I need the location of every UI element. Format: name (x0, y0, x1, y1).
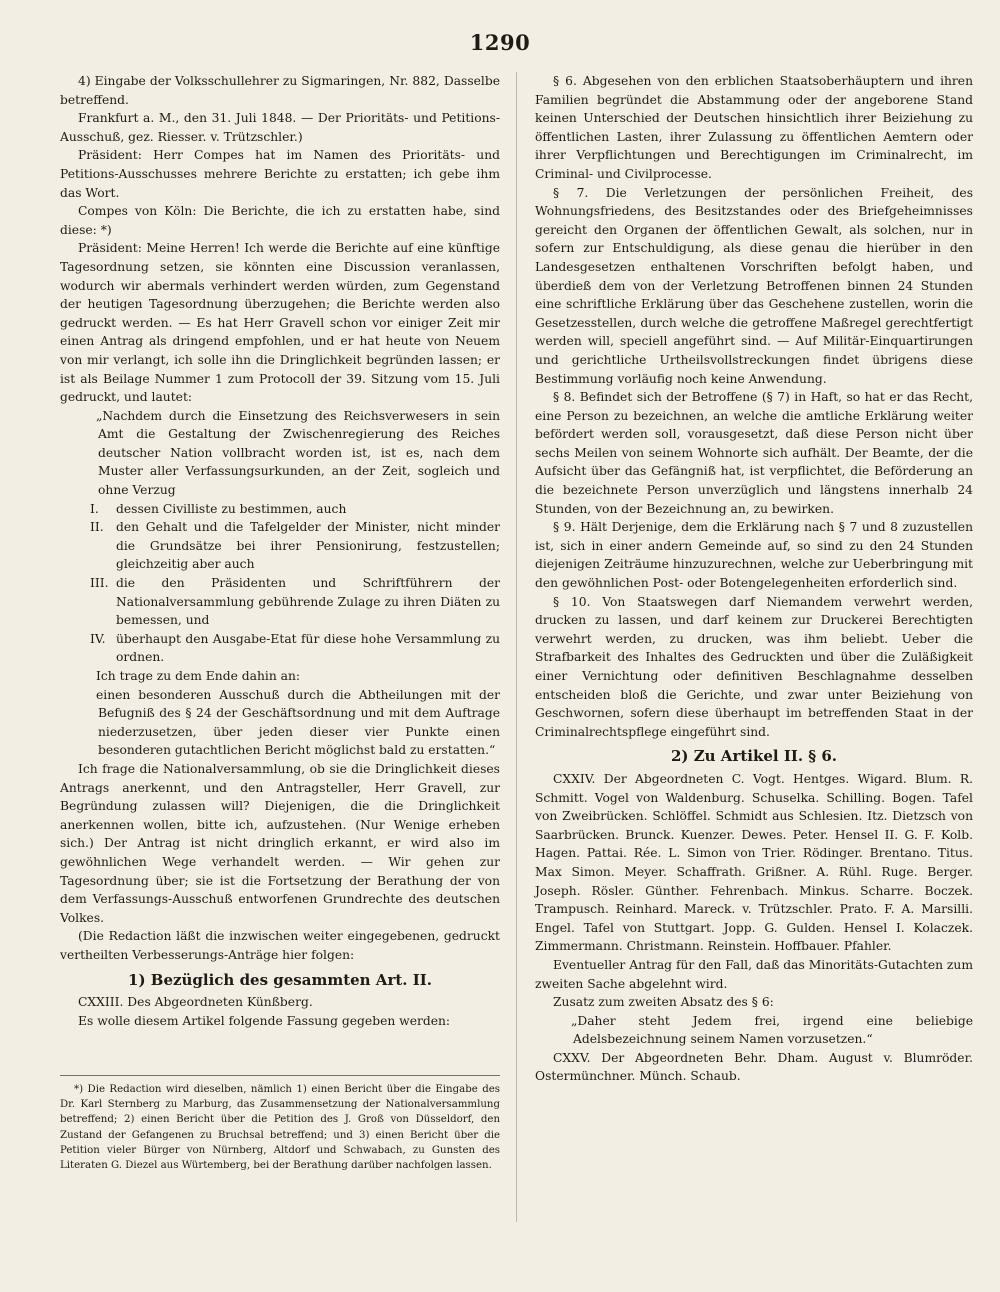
footnote-area (60, 1075, 500, 1173)
paragraph: CXXIII. Des Abgeordneten Künßberg. (78, 995, 313, 1010)
enumerated-item (60, 630, 500, 667)
paragraph: CXXIV. Der Abgeordneten C. Vogt. Hentges. Wigard. Blum. R. Schmitt. Vogel von Waldenburg. Schuselka. Schilling. Bogen. Tafel von Zweibrücken. Schlöffel. Schmidt aus Schlesien. Itz. Dietzsch von Saarbrücken. Brunck. Kuenzer. Dewes. Peter. Hensel II. G. F. Kolb. Hagen. Pattai. Rée. L. Simon von Trier. Rödinger. Brentano. Titus. Max Simon. Meyer. Schaffrath. Grißner. A. Rühl. Ruge. Berger. Joseph. Rösler. Günther. Fehrenbach. Minkus. Scharre. Boczek. Trampusch. Reinhard. Mareck. v. Trützschler. Prato. F. A. Marsilli. Engel. Tafel von Stuttgart. Jopp. G. Gulden. Hensel I. Kolaczek. Zimmermann. Christmann. Reinstein. Hoffbauer. Pfahler. (535, 771, 973, 954)
paragraph: Frankfurt a. M., den 31. Juli 1848. — Der Prioritäts- und Petitions-Ausschuß, gez. Riesser. v. Trützschler.) (60, 111, 500, 144)
enumerated-item (60, 518, 500, 574)
item-text: überhaupt den Ausgabe-Etat für diese hohe Versammlung zu ordnen. (116, 631, 500, 665)
paragraph: Compes von Köln: Die Berichte, die ich zu erstatten habe, sind diese: *) (60, 204, 500, 237)
enumerated-item (60, 500, 500, 519)
item-numeral: IV. (90, 631, 106, 646)
quoted-paragraph: „Nachdem durch die Einsetzung des Reichsverwesers in sein Amt die Gestaltung der Zwischenregierung des Reiches deutscher Nation vollbracht worden ist, ist es, nach dem Muster aller Verfassungsurkunden, an der Zeit, sogleich und ohne Verzug (96, 408, 500, 498)
paragraph: Präsident: Meine Herren! Ich werde die Berichte auf eine künftige Tagesordnung setzen, sie könnten eine Discussion veranlassen, wodurch wir abermals verhindert werden würden, zum Gegenstand der heutigen Tagesordnung überzugehen; die Berichte werden also gedruckt werden. — Es hat Herr Gravell schon vor einiger Zeit mir einen Antrag als dringend empfohlen, und er hat heute von Neuem von mir verlangt, ich solle ihn die Dringlichkeit begründen lassen; er ist als Beilage Nummer 1 zum Protocoll der 39. Sitzung vom 15. Juli gedruckt, und lautet: (60, 241, 500, 405)
item-text: die den Präsidenten und Schriftführern der Nationalversammlung gebührende Zulage zu ihren Diäten zu bemessen, und (116, 576, 500, 628)
item-text: dessen Civilliste zu bestimmen, auch (116, 501, 347, 516)
paragraph: Präsident: Herr Compes hat im Namen des Prioritäts- und Petitions-Ausschusses mehrere Berichte zu erstatten; ich gebe ihm das Wort. (60, 148, 500, 200)
item-numeral: I. (90, 501, 99, 516)
paragraph: Ich frage die Nationalversammlung, ob sie die Dringlichkeit dieses Antrags anerkennt, und den Antragsteller, Herr Gravell, zur Begründung zulassen will? Diejenigen, die die Dringlichkeit anerkennen wollen, bitte ich, aufzustehen. (Nur Wenige erheben sich.) Der Antrag ist nicht dringlich erkannt, er wird also im gewöhnlichen Wege verhandelt werden. — Wir gehen zur Tagesordnung über; sie ist die Fortsetzung der Berathung der von dem Verfassungs-Ausschuß entworfenen Grundrechte des deutschen Volkes. (60, 761, 500, 925)
paragraph: 4) Eingabe der Volksschullehrer zu Sigmaringen, Nr. 882, Dasselbe betreffend. (60, 74, 500, 107)
paragraph: Zusatz zum zweiten Absatz des § 6: (553, 995, 774, 1010)
item-numeral: II. (90, 520, 104, 535)
right-column (535, 72, 973, 1086)
paragraph: Es wolle diesem Artikel folgende Fassung gegeben werden: (78, 1013, 451, 1028)
quoted-paragraph: einen besonderen Ausschuß durch die Abtheilungen mit der Befugniß des § 24 der Geschäftsordnung und mit dem Auftrage niederzusetzen, über jeden dieser vier Punkte einen besonderen gutachtlichen Bericht möglichst bald zu erstatten.“ (96, 687, 500, 758)
paragraph: (Die Redaction läßt die inzwischen weiter eingegebenen, gedruckt vertheilten Verbesserungs-Anträge hier folgen: (60, 929, 500, 962)
paragraph: § 9. Hält Derjenige, dem die Erklärung nach § 7 und 8 zuzustellen ist, sich in einer andern Gemeinde auf, so sind zu den 24 Stunden diejenigen Zeiträume hinzuzurechnen, welche zur Ueberbringung mit den gewöhnlichen Post- oder Botengelegenheiten erforderlich sind. (535, 520, 973, 591)
item-text: den Gehalt und die Tafelgelder der Minister, nicht minder die Grundsätze bei ihrer Pensionirung, festzustellen; gleichzeitig aber auch (116, 520, 500, 572)
column-divider (516, 72, 517, 1222)
left-column (60, 72, 500, 1030)
item-numeral: III. (90, 576, 109, 591)
page-number: 1290 (469, 30, 531, 55)
paragraph: CXXV. Der Abgeordneten Behr. Dham. August v. Blumröder. Ostermünchner. Münch. Schaub. (535, 1050, 973, 1084)
paragraph: § 10. Von Staatswegen darf Niemandem verwehrt werden, drucken zu lassen, und darf keinem zur Druckerei Berechtigten verwehrt werden, zu drucken, was ihm beliebt. Ueber die Strafbarkeit des Inhaltes des Gedruckten und über die Zuläßigkeit einer Vernichtung oder definitiven Beschlagnahme desselben entscheiden bloß die Gerichte, und zwar unter Beiziehung von Geschwornen, sofern diese überhaupt im betreffenden Staat in der Criminalrechtspflege eingeführt sind. (535, 594, 973, 739)
quoted-paragraph: Ich trage zu dem Ende dahin an: (96, 669, 301, 683)
paragraph: § 7. Die Verletzungen der persönlichen Freiheit, des Wohnungsfriedens, des Besitzstandes oder des Briefgeheimnisses gereicht den Organen der öffentlichen Gewalt, als solchen, nur in sofern zur Entschuldigung, als diese genau die hierüber in den Landesgesetzen enthaltenen Vorschriften befolgt haben, und überdieß dem von der Verletzung Betroffenen binnen 24 Stunden eine schriftliche Erklärung über das Geschehene zustellen, worin die Gesetzesstellen, durch welche die getroffene Maßregel gerechtfertigt werden will, speciell angeführt sind. — Auf Militär-Einquartirungen und gerichtliche Urtheilsvollstreckungen findet übrigens diese Bestimmung vorläufig noch keine Anwendung. (535, 185, 973, 386)
quoted-paragraph: „Daher steht Jedem frei, irgend eine beliebige Adelsbezeichnung seinem Namen vorzusetzen.“ (571, 1013, 973, 1047)
footnote-text: *) Die Redaction wird dieselben, nämlich 1) einen Bericht über die Eingabe des Dr. Karl Sternberg zu Marburg, das Zusammensetzung der Nationalversammlung betreffend; 2) einen Bericht über die Petition des J. Groß von Düsseldorf, den Zustand der Gefangenen zu Bruchsal betreffend; und 3) einen Bericht über die Petition vieler Bürger von Nürnberg, Altdorf und Schwabach, zu Gunsten des Literaten G. Diezel aus Würtemberg, bei der Berathung darüber nachfolgen lassen. (60, 1084, 500, 1172)
section-heading: 2) Zu Artikel II. § 6. (670, 747, 838, 766)
paragraph: Eventueller Antrag für den Fall, daß das Minoritäts-Gutachten zum zweiten Sache abgelehnt wird. (535, 957, 973, 991)
paragraph: § 6. Abgesehen von den erblichen Staatsoberhäuptern und ihren Familien begründet die Abstammung oder der angeborene Stand keinen Unterschied der Deutschen hinsichtlich ihrer Beiziehung zu öffentlichen Lasten, ihrer Zulassung zu öffentlichen Aemtern oder ihrer Verpflichtungen und Berechtigungen im Criminalrecht, im Criminal- und Civilprocesse. (535, 74, 973, 181)
paragraph: § 8. Befindet sich der Betroffene (§ 7) in Haft, so hat er das Recht, eine Person zu bezeichnen, an welche die amtliche Erklärung weiter befördert werden soll, vorausgesetzt, daß diese Person nicht über sechs Meilen von seinem Wohnorte sich aufhält. Der Beamte, der die Aufsicht über das Gefängniß hat, ist verpflichtet, die Beförderung an die bezeichnete Person unverzüglich und längstens innerhalb 24 Stunden, von der Bezeichnung an, zu bewirken. (535, 390, 973, 516)
section-heading: 1) Bezüglich des gesammten Art. II. (128, 970, 432, 989)
enumerated-item (60, 574, 500, 630)
